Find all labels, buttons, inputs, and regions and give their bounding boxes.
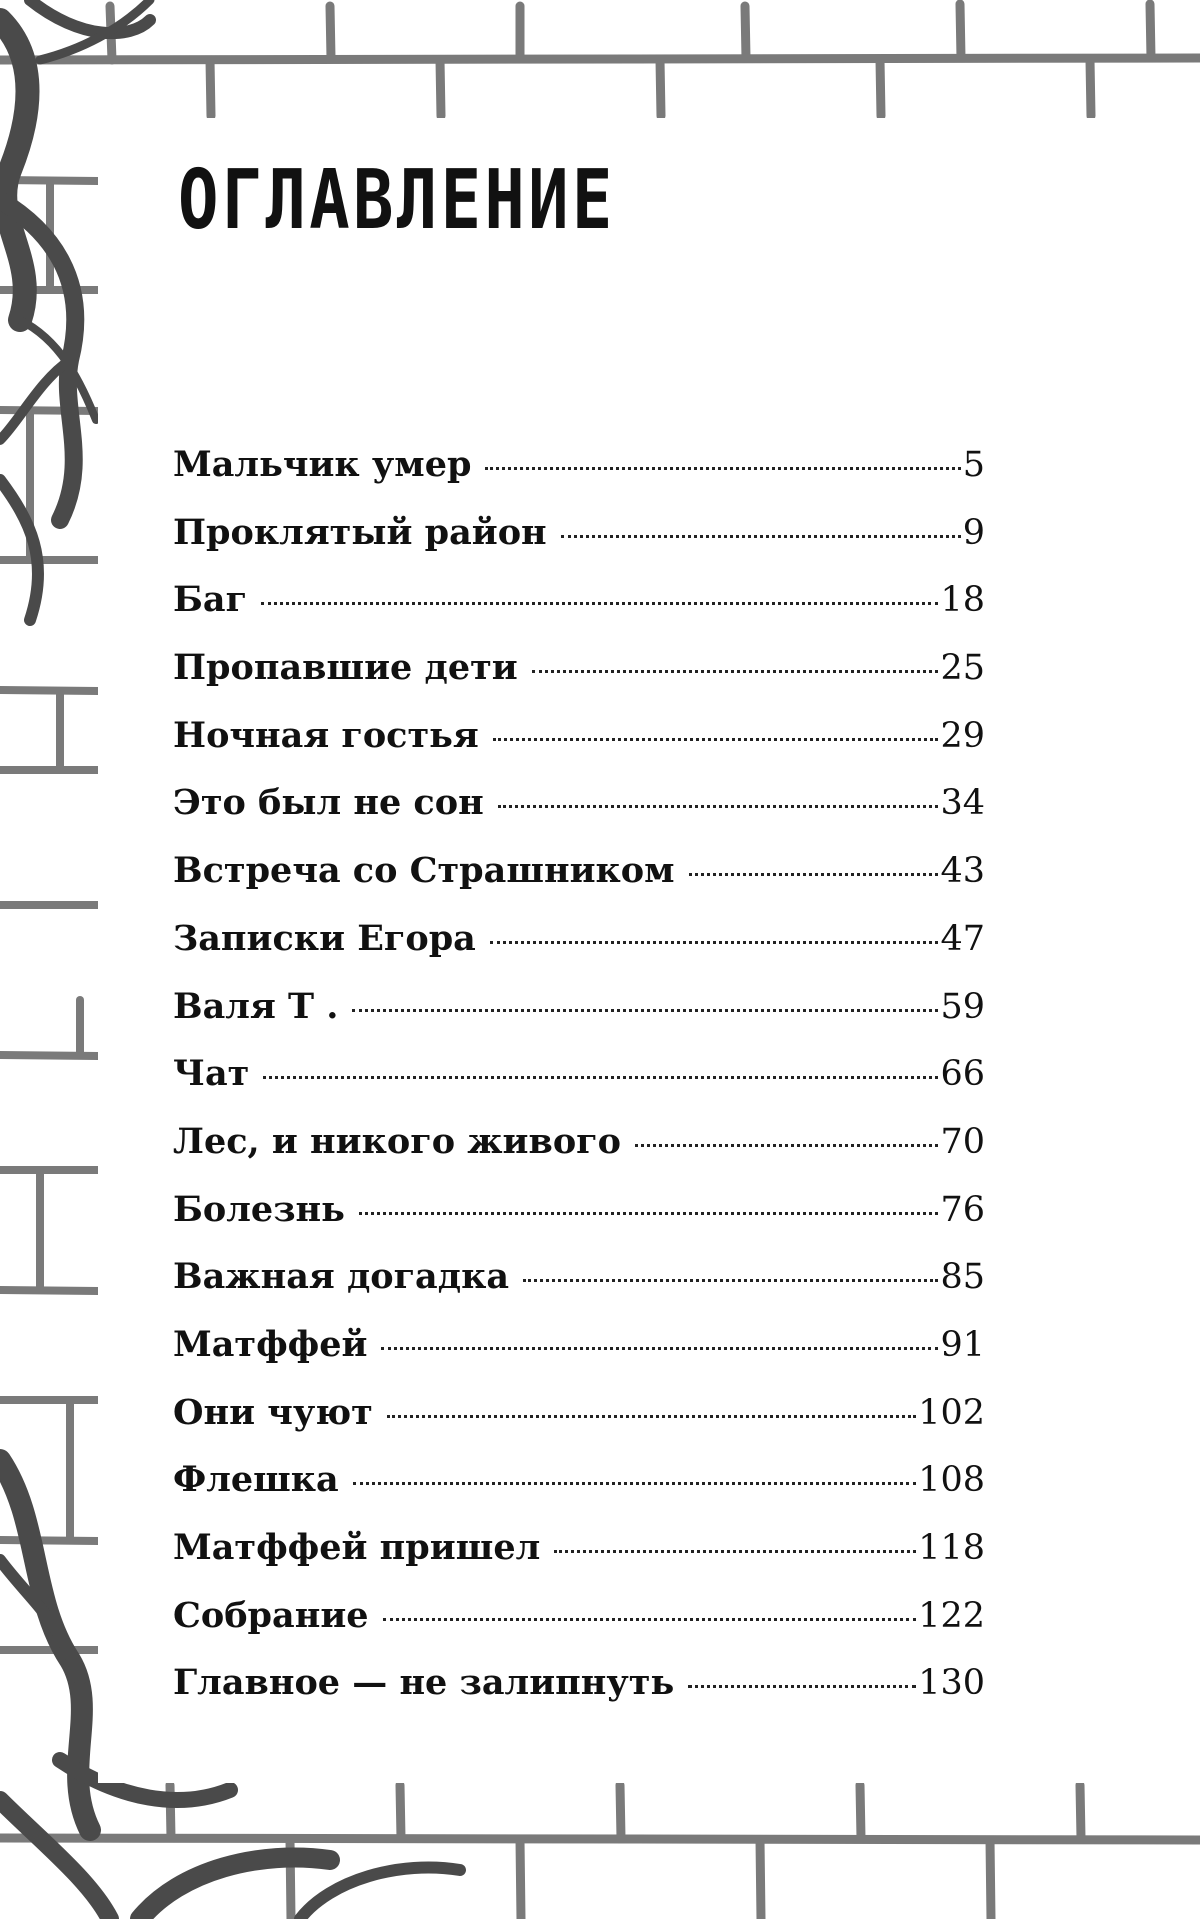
dot-leader [383, 1618, 917, 1621]
toc-entry-page: 34 [940, 783, 985, 824]
dot-leader [689, 873, 939, 876]
toc-entry-page: 43 [940, 851, 985, 892]
dot-leader [359, 1212, 939, 1215]
toc-entry-page: 47 [940, 918, 985, 959]
toc-entry-label: Баг [173, 579, 248, 621]
toc-entry-page: 5 [962, 445, 985, 485]
toc-entry-page: 66 [940, 1054, 985, 1095]
toc-entry-page: 108 [918, 1460, 985, 1501]
dot-leader [554, 1550, 916, 1553]
toc-entry[interactable] [173, 1256, 985, 1324]
toc-entry-page: 91 [940, 1324, 985, 1365]
toc-entry-label: Собрание [173, 1594, 369, 1636]
brick-lines-top [0, 4, 1200, 116]
toc-entry[interactable] [173, 579, 985, 647]
toc-entry-label: Пропавшие дети [173, 647, 518, 689]
dot-leader [263, 1076, 938, 1079]
dot-leader [493, 738, 939, 741]
toc-entry-label: Ночная гостья [173, 714, 479, 756]
dot-leader [381, 1347, 938, 1350]
toc-entry-label: Главное — не залипнуть [173, 1662, 675, 1704]
toc-entry[interactable] [173, 715, 985, 783]
toc-entry[interactable] [173, 1595, 985, 1663]
toc-entry-label: Валя Т . [173, 985, 339, 1027]
dot-leader [688, 1685, 916, 1688]
toc-entry[interactable] [173, 1662, 985, 1730]
dot-leader [532, 670, 939, 673]
toc-entry-label: Мальчик умер [173, 444, 472, 485]
toc-entry-page: 29 [940, 715, 985, 756]
toc-entry-page: 102 [918, 1392, 985, 1433]
toc-entry-label: Матффей пришел [173, 1527, 541, 1568]
toc-entry[interactable] [173, 1053, 985, 1121]
toc-entry-label: Матффей [173, 1323, 368, 1365]
toc-entry[interactable] [173, 782, 985, 850]
toc-entry-label: Болезнь [173, 1188, 345, 1230]
toc-entry-page: 59 [940, 986, 985, 1027]
toc-entry[interactable] [173, 1121, 985, 1189]
toc-entry-page: 70 [940, 1121, 985, 1162]
toc-entry[interactable] [173, 986, 985, 1054]
page-title: ОГЛАВЛЕНИЕ [178, 153, 616, 248]
dot-leader [523, 1279, 938, 1282]
toc-entry-page: 76 [940, 1189, 985, 1230]
toc-entry-page: 9 [962, 512, 985, 553]
toc-entry-page: 122 [918, 1595, 985, 1636]
toc-entry-label: Лес, и никого живого [173, 1120, 621, 1162]
dot-leader [261, 602, 938, 605]
toc-entry[interactable] [173, 1527, 985, 1595]
dot-leader [352, 1009, 938, 1012]
toc-entry[interactable] [173, 444, 985, 512]
dot-leader [561, 535, 961, 538]
toc-entry[interactable] [173, 918, 985, 986]
toc-list [173, 444, 985, 1730]
toc-entry-label: Важная догадка [173, 1256, 510, 1298]
toc-entry[interactable] [173, 1324, 985, 1392]
toc-entry[interactable] [173, 647, 985, 715]
toc-entry-page: 130 [918, 1663, 985, 1704]
toc-entry-page: 25 [940, 648, 985, 689]
toc-entry[interactable] [173, 850, 985, 918]
toc-entry-label: Записки Егора [173, 917, 476, 959]
toc-entry-page: 85 [940, 1257, 985, 1298]
toc-entry[interactable] [173, 1459, 985, 1527]
toc-entry-page: 118 [918, 1528, 985, 1568]
toc-entry[interactable] [173, 1189, 985, 1257]
brick-lines-left [0, 180, 98, 1650]
dot-leader [635, 1144, 938, 1147]
toc-entry-label: Флешка [173, 1459, 339, 1501]
toc-entry[interactable] [173, 1392, 985, 1460]
toc-entry-label: Встреча со Страшником [173, 850, 675, 892]
dot-leader [485, 467, 960, 470]
dot-leader [387, 1415, 916, 1418]
toc-entry-label: Это был не сон [173, 782, 484, 824]
toc-entry-label: Проклятый район [173, 511, 547, 553]
dot-leader [498, 805, 939, 808]
toc-entry-label: Чат [173, 1053, 250, 1095]
toc-entry[interactable] [173, 512, 985, 580]
toc-entry-page: 18 [940, 580, 985, 621]
toc-entry-label: Они чуют [173, 1391, 373, 1433]
dot-leader [490, 941, 939, 944]
dot-leader [353, 1482, 916, 1485]
